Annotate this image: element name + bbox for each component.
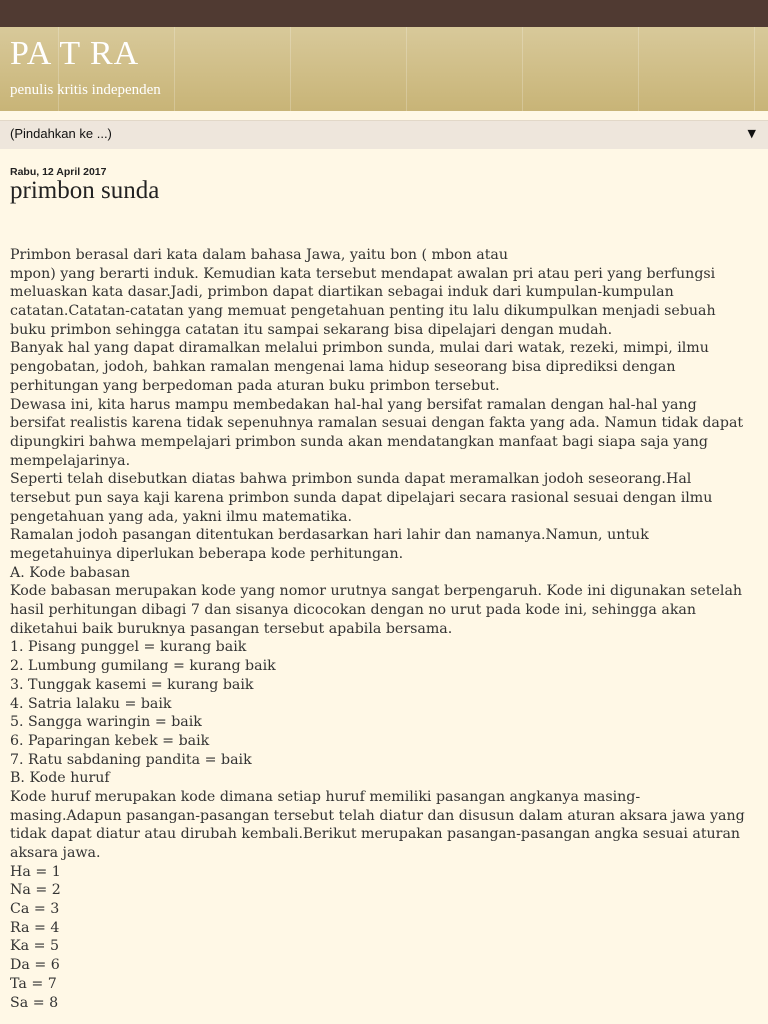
post-body-line: B. Kode huruf xyxy=(10,770,110,787)
post-body-line: Na = 2 xyxy=(10,882,61,899)
page-nav-label: (Pindahkan ke ...) xyxy=(10,126,112,141)
post-body-line: hasil perhitungan dibagi 7 dan sisanya dicocokan dengan no urut pada kode ini, sehingga akan xyxy=(10,602,697,619)
header-stripe xyxy=(754,27,755,111)
header-stripe xyxy=(174,27,175,111)
post-body-line: diketahui baik buruknya pasangan tersebut apabila bersama. xyxy=(10,620,453,637)
post-body-line: Kode babasan merupakan kode yang nomor urutnya sangat berpengaruh. Kode ini digunakan setelah xyxy=(10,583,743,600)
post-body-line: 2. Lumbung gumilang = kurang baik xyxy=(10,658,276,675)
post-body-line: masing.Adapun pasangan-pasangan tersebut telah diatur dan disusun dalam aturan aksara jawa yang xyxy=(10,807,745,824)
page-nav-select[interactable] xyxy=(0,120,768,149)
post-body-line: Da = 6 xyxy=(10,957,60,974)
post-body-line: mpon) yang berarti induk. Kemudian kata tersebut mendapat awalan pri atau peri yang berfungsi xyxy=(10,265,716,282)
post-date: Rabu, 12 April 2017 xyxy=(10,166,107,178)
header-stripe xyxy=(290,27,291,111)
post-body-line: dipungkiri bahwa mempelajari primbon sunda akan mendatangkan manfaat bagi siapa saja yang xyxy=(10,433,709,450)
post-body-line: Dewasa ini, kita harus mampu membedakan hal-hal yang bersifat ramalan dengan hal-hal yang xyxy=(10,396,697,413)
post-body-line: Ra = 4 xyxy=(10,919,60,936)
post-body-line: 5. Sangga waringin = baik xyxy=(10,714,202,731)
post-body-line: Ta = 7 xyxy=(10,975,57,992)
post-title: primbon sunda xyxy=(10,177,160,204)
post-body-line: bersifat realistis karena tidak sepenuhnya ramalan sesuai dengan fakta yang ada. Namun tidak dapat xyxy=(10,415,744,432)
header-stripe xyxy=(406,27,407,111)
post-body-line: meluaskan kata dasar.Jadi, primbon dapat diartikan sebagai induk dari kumpulan-kumpulan xyxy=(10,284,674,301)
post-body-line: Banyak hal yang dapat diramalkan melalui primbon sunda, mulai dari watak, rezeki, mimpi, ilmu xyxy=(10,340,709,357)
post-body-line: catatan.Catatan-catatan yang memuat pengetahuan penting itu lalu dikumpulkan menjadi sebuah xyxy=(10,303,716,320)
post-body-line: 1. Pisang punggel = kurang baik xyxy=(10,639,247,656)
post-body-line: aksara jawa. xyxy=(10,845,101,861)
post-body-line: Seperti telah disebutkan diatas bahwa primbon sunda dapat meramalkan jodoh seseorang.Hal xyxy=(10,471,692,488)
post-body-line: Primbon berasal dari kata dalam bahasa Jawa, yaitu bon ( mbon atau xyxy=(10,247,508,263)
post-body-line: Kode huruf merupakan kode dimana setiap huruf memiliki pasangan angkanya masing- xyxy=(10,788,641,805)
post-body-line: 4. Satria lalaku = baik xyxy=(10,695,172,712)
blog-title-link[interactable]: PA T RA xyxy=(10,35,140,72)
post-body-line: Ha = 1 xyxy=(10,863,61,880)
post-body-line: A. Kode babasan xyxy=(10,564,130,581)
post-body xyxy=(10,246,762,1012)
post-body-line: 7. Ratu sabdaning pandita = baik xyxy=(10,751,252,768)
post-body-line: perhitungan yang berpedoman pada aturan buku primbon tersebut. xyxy=(10,377,500,394)
post-body-line: buku primbon sehingga catatan itu sampai sekarang bisa dipelajari dengan mudah. xyxy=(10,321,613,338)
post-body-line: tidak dapat diatur atau dirubah kembali.Berikut merupakan pasangan-pasangan angka sesuai aturan xyxy=(10,826,741,843)
post-body-line: Ramalan jodoh pasangan ditentukan berdasarkan hari lahir dan namanya.Namun, untuk xyxy=(10,527,649,544)
post-body-line: 6. Paparingan kebek = baik xyxy=(10,732,210,749)
header-stripe xyxy=(522,27,523,111)
post-body-line: pengobatan, jodoh, bahkan ramalan mengenai lama hidup seseorang bisa diprediksi dengan xyxy=(10,359,676,376)
blog-header xyxy=(0,27,768,111)
post-body-line: tersebut pun saya kaji karena primbon sunda dapat dipelajari secara rasional sesuai dengan ilmu xyxy=(10,489,713,506)
top-bar xyxy=(0,0,768,27)
post-body-line: mempelajarinya. xyxy=(10,452,131,469)
post-body-line: 3. Tunggak kasemi = kurang baik xyxy=(10,676,254,693)
post-body-line: Sa = 8 xyxy=(10,994,59,1011)
post-body-line: pengetahuan yang ada, yakni ilmu matematika. xyxy=(10,508,353,525)
post-body-line: Ca = 3 xyxy=(10,901,60,918)
post-body-line: megetahuinya diperlukan beberapa kode perhitungan. xyxy=(10,546,404,562)
post-body-line: Ka = 5 xyxy=(10,938,59,955)
dropdown-caret-icon: ▼ xyxy=(747,127,756,140)
header-stripe xyxy=(638,27,639,111)
blog-description: penulis kritis independen xyxy=(10,82,161,98)
